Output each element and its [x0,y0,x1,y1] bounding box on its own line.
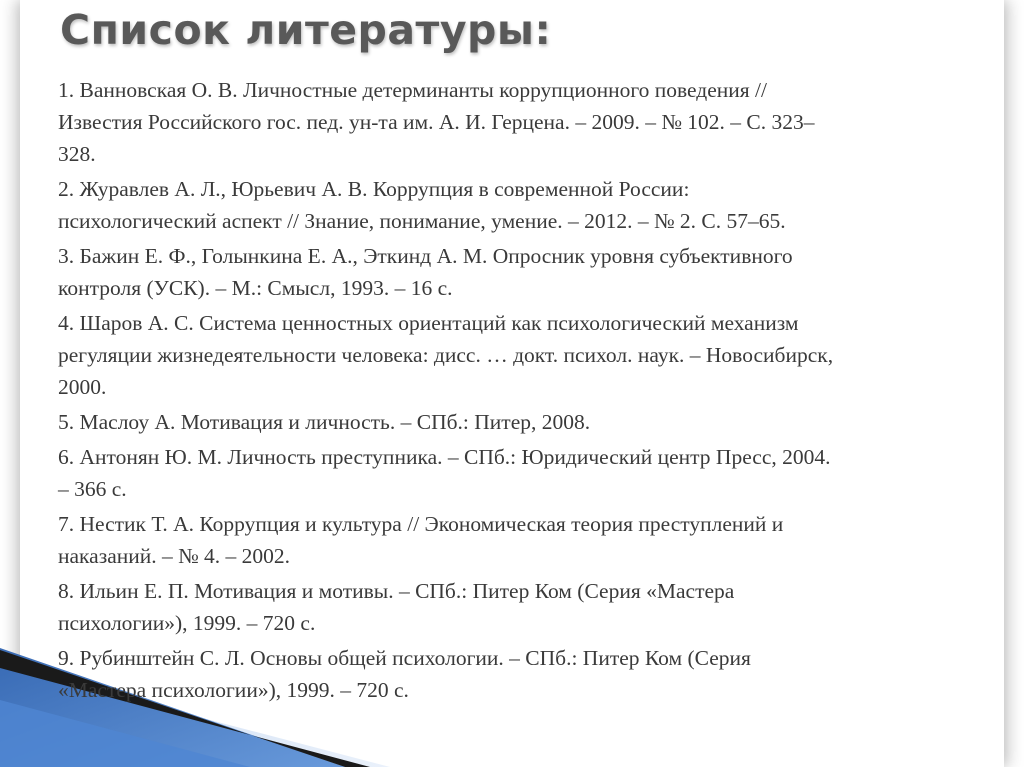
reference-line: контроля (УСК). – М.: Смысл, 1993. – 16 с. [58,276,453,300]
reference-line: психологии»), 1999. – 720 с. [58,611,316,635]
reference-item-1 [58,74,988,170]
reference-item-9 [58,642,988,706]
reference-item-5 [58,406,988,438]
reference-line: психологический аспект // Знание, понимание, умение. – 2012. – № 2. С. 57–65. [58,209,786,233]
reference-line: 328. [58,142,96,166]
reference-line: 8. Ильин Е. П. Мотивация и мотивы. – СПб.: Питер Ком (Серия «Мастера [58,579,735,603]
reference-item-2 [58,173,988,237]
reference-line: 2. Журавлев А. Л., Юрьевич А. В. Коррупция в современной России: [58,177,690,201]
reference-item-8 [58,575,988,639]
reference-item-7 [58,508,988,572]
reference-line: 4. Шаров А. С. Система ценностных ориентаций как психологический механизм [58,311,799,335]
reference-item-4 [58,307,988,403]
reference-line: 7. Нестик Т. А. Коррупция и культура // Экономическая теория преступлений и [58,512,784,536]
reference-line: 1. Ванновская О. В. Личностные детерминанты коррупционного поведения // [58,78,767,102]
reference-line: Известия Российского гос. пед. ун-та им. А. И. Герцена. – 2009. – № 102. – С. 323– [58,110,815,134]
slide-title: Список литературы: [60,6,552,54]
reference-item-6 [58,441,988,505]
reference-line: 3. Бажин Е. Ф., Голынкина Е. А., Эткинд А. М. Опросник уровня субъективного [58,244,793,268]
reference-line: «Мастера психологии»), 1999. – 720 с. [58,678,409,702]
reference-line: 5. Маслоу А. Мотивация и личность. – СПб.: Питер, 2008. [58,410,591,434]
reference-line: наказаний. – № 4. – 2002. [58,544,291,568]
reference-item-3 [58,240,988,304]
reference-list [58,74,988,709]
reference-line: регуляции жизнедеятельности человека: дисс. … докт. психол. наук. – Новосибирск, [58,343,834,367]
reference-line: 2000. [58,375,107,399]
reference-line: 6. Антонян Ю. М. Личность преступника. – СПб.: Юридический центр Пресс, 2004. [58,445,831,469]
reference-line: 9. Рубинштейн С. Л. Основы общей психологии. – СПб.: Питер Ком (Серия [58,646,751,670]
reference-line: – 366 с. [58,477,127,501]
